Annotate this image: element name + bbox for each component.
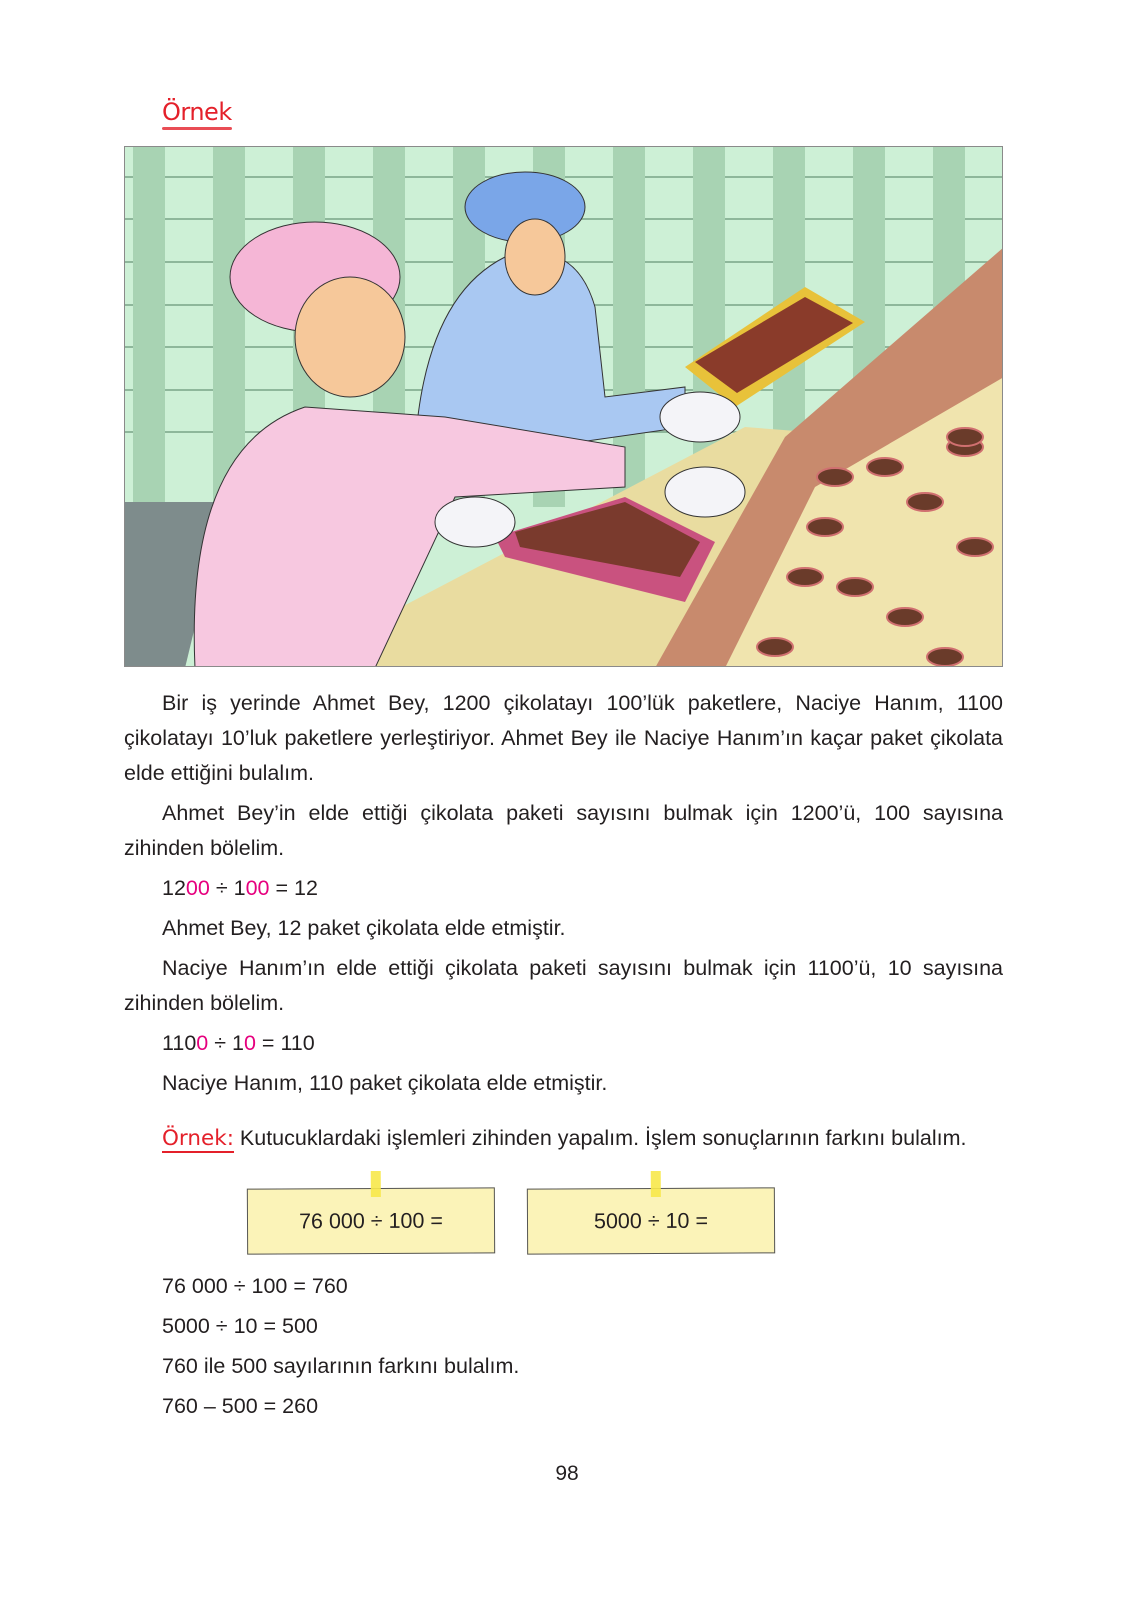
solution-line: 76 000 ÷ 100 = 760	[162, 1274, 348, 1298]
example-2-text: Kutucuklardaki işlemleri zihinden yapalım. İşlem sonuçlarının farkını bulalım.	[233, 1126, 967, 1150]
result-2: Naciye Hanım, 110 paket çikolata elde etmiştir.	[162, 1071, 608, 1095]
example-body	[124, 686, 1003, 1106]
eq1-result: = 12	[269, 876, 318, 900]
equation-1	[124, 871, 1003, 906]
example-2-label: Örnek:	[162, 1126, 234, 1151]
example-heading: Örnek	[162, 98, 232, 130]
card-1-text: 76 000 ÷ 100 =	[298, 1208, 444, 1233]
solution-line: 760 ile 500 sayılarının farkını bulalım.	[162, 1354, 520, 1378]
solution-line: 5000 ÷ 10 = 500	[162, 1314, 318, 1338]
eq1-divisor-zeros: 00	[245, 876, 270, 900]
result-1: Ahmet Bey, 12 paket çikolata elde etmiştir.	[162, 916, 566, 940]
eq2-result: = 110	[255, 1031, 315, 1055]
chocolate-factory-illustration	[124, 146, 1003, 667]
eq1-dividend-zeros: 00	[185, 876, 210, 900]
tape-icon	[651, 1171, 661, 1197]
solution-line: 760 – 500 = 260	[162, 1394, 319, 1418]
card-2-text: 5000 ÷ 10 =	[593, 1208, 709, 1233]
operation-card-1	[247, 1187, 495, 1254]
method-paragraph-2: Naciye Hanım’ın elde ettiği çikolata paketi sayısını bulmak için 1100’ü, 10 sayısına zihinden bölelim.	[124, 956, 1003, 1015]
eq2-divisor-zeros: 0	[243, 1031, 256, 1055]
operation-card-2	[527, 1187, 775, 1254]
eq2-dividend-zeros: 0	[196, 1031, 209, 1055]
eq2-dividend: 110	[162, 1031, 197, 1055]
problem-paragraph: Bir iş yerinde Ahmet Bey, 1200 çikolatayı 100’lük paketlere, Naciye Hanım, 1100 çikolatayı 10’luk paketlere yerleştiriyor. Ahmet Bey ile Naciye Hanım’ın kaçar paket çikolata elde ettiğini bulalım.	[124, 691, 1003, 785]
solutions	[124, 1269, 1003, 1429]
method-paragraph-1: Ahmet Bey’in elde ettiği çikolata paketi sayısını bulmak için 1200’ü, 100 sayısına zihinden bölelim.	[124, 801, 1003, 860]
example-2	[124, 1121, 1003, 1156]
eq2-operator: ÷ 1	[208, 1031, 244, 1055]
equation-2	[124, 1026, 1003, 1061]
page-number: 98	[555, 1462, 579, 1485]
tape-icon	[371, 1171, 381, 1197]
eq1-dividend: 12	[162, 876, 186, 900]
eq1-operator: ÷ 1	[209, 876, 246, 900]
